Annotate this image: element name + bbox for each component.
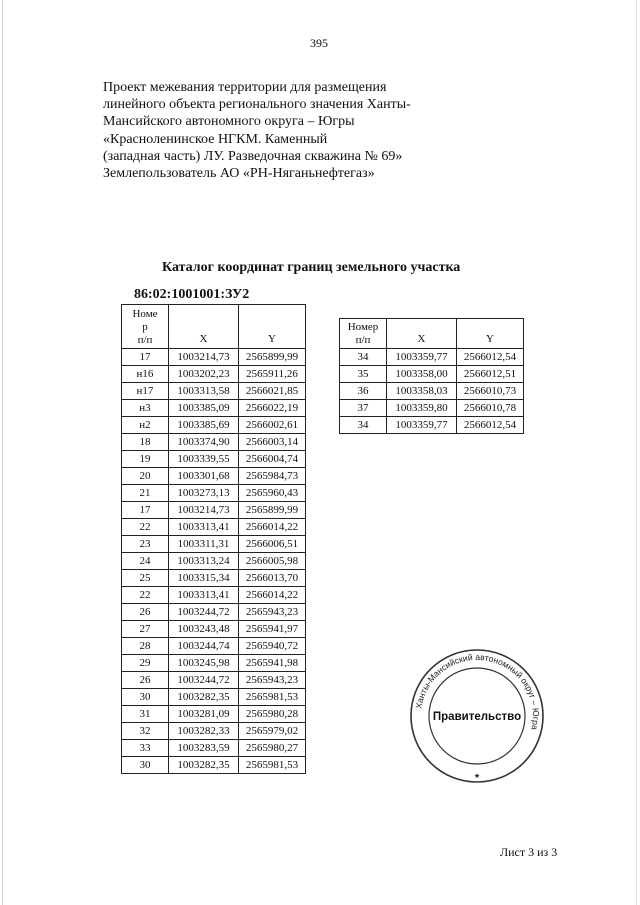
- cell-x: 1003282,33: [169, 723, 239, 740]
- table-row: [122, 740, 306, 757]
- cell-y: 2565911,26: [239, 366, 306, 383]
- cell-x: 1003313,41: [169, 519, 239, 536]
- cell-y: 2566010,78: [457, 400, 524, 417]
- header-y: Y: [239, 305, 306, 349]
- table-row: [122, 587, 306, 604]
- cell-x: 1003313,24: [169, 553, 239, 570]
- cell-x: 1003214,73: [169, 502, 239, 519]
- header-point-number-line: Номе: [132, 308, 158, 320]
- table-row: [122, 757, 306, 774]
- table-header-row: [340, 319, 524, 349]
- table-row: [122, 536, 306, 553]
- cell-x: 1003244,74: [169, 638, 239, 655]
- cell-x: 1003243,48: [169, 621, 239, 638]
- table-row: [122, 502, 306, 519]
- cell-y: 2565980,28: [239, 706, 306, 723]
- table-row: [122, 349, 306, 366]
- table-row: [340, 366, 524, 383]
- table-row: [122, 638, 306, 655]
- cell-y: 2566004,74: [239, 451, 306, 468]
- cell-y: 2566005,98: [239, 553, 306, 570]
- seal-star: ★: [473, 772, 481, 780]
- table-row: [122, 706, 306, 723]
- cell-x: 1003273,13: [169, 485, 239, 502]
- cell-point-number: 22: [122, 587, 169, 604]
- table-row: [122, 672, 306, 689]
- table-row: [122, 655, 306, 672]
- cell-y: 2566014,22: [239, 587, 306, 604]
- cell-point-number: 23: [122, 536, 169, 553]
- cell-x: 1003283,59: [169, 740, 239, 757]
- cell-point-number: 22: [122, 519, 169, 536]
- header-line: Мансийского автономного округа – Югры: [103, 114, 355, 130]
- page-number: 395: [310, 36, 328, 50]
- cell-point-number: 24: [122, 553, 169, 570]
- cell-x: 1003245,98: [169, 655, 239, 672]
- table-row: [122, 485, 306, 502]
- cell-y: 2566021,85: [239, 383, 306, 400]
- cell-point-number: 17: [122, 502, 169, 519]
- header-line: Землепользователь АО «РН-Няганьнефтегаз»: [103, 166, 375, 182]
- parcel-id: 86:02:1001001:ЗУ2: [134, 287, 250, 302]
- header-line: «Красноленинское НГКМ. Каменный: [103, 131, 328, 147]
- cell-x: 1003359,77: [387, 417, 457, 434]
- cell-x: 1003282,35: [169, 757, 239, 774]
- cell-y: 2566014,22: [239, 519, 306, 536]
- cell-point-number: 32: [122, 723, 169, 740]
- cell-x: 1003313,58: [169, 383, 239, 400]
- cell-point-number: 28: [122, 638, 169, 655]
- cell-point-number: н2: [122, 417, 169, 434]
- cell-point-number: н17: [122, 383, 169, 400]
- header-point-number-line: Номер: [347, 321, 379, 333]
- cell-y: 2565941,97: [239, 621, 306, 638]
- cell-point-number: н3: [122, 400, 169, 417]
- cell-y: 2566012,54: [457, 417, 524, 434]
- cell-point-number: 30: [122, 689, 169, 706]
- header-x: X: [387, 319, 457, 349]
- header-y: Y: [457, 319, 524, 349]
- scan-edge-left: [2, 0, 3, 905]
- cell-x: 1003214,73: [169, 349, 239, 366]
- cell-x: 1003282,35: [169, 689, 239, 706]
- cell-point-number: 17: [122, 349, 169, 366]
- cell-x: 1003301,68: [169, 468, 239, 485]
- header-x: X: [169, 305, 239, 349]
- cell-point-number: 34: [340, 349, 387, 366]
- header-line: Проект межевания территории для размещения: [103, 80, 387, 95]
- cell-x: 1003374,90: [169, 434, 239, 451]
- table-row: [122, 553, 306, 570]
- cell-point-number: 33: [122, 740, 169, 757]
- cell-y: 2565980,27: [239, 740, 306, 757]
- table-row: [122, 400, 306, 417]
- table-row: [340, 417, 524, 434]
- cell-y: 2565984,73: [239, 468, 306, 485]
- table-row: [122, 434, 306, 451]
- table-row: [122, 383, 306, 400]
- catalog-title: Каталог координат границ земельного участка: [162, 260, 461, 275]
- table-row: [122, 621, 306, 638]
- cell-point-number: 36: [340, 383, 387, 400]
- table-row: [340, 349, 524, 366]
- cell-y: 2566012,54: [457, 349, 524, 366]
- cell-y: 2566012,51: [457, 366, 524, 383]
- header-point-number: [122, 305, 169, 349]
- seal-center-text: Правительство: [432, 711, 522, 723]
- cell-point-number: 25: [122, 570, 169, 587]
- cell-y: 2566013,70: [239, 570, 306, 587]
- cell-y: 2565981,53: [239, 757, 306, 774]
- sheet-counter: Лист 3 из 3: [500, 845, 558, 859]
- table-row: [122, 468, 306, 485]
- table-row: [122, 417, 306, 434]
- header-line: линейного объекта регионального значения Ханты-: [103, 97, 411, 113]
- cell-point-number: 37: [340, 400, 387, 417]
- cell-y: 2566022,19: [239, 400, 306, 417]
- cell-x: 1003358,00: [387, 366, 457, 383]
- cell-y: 2565943,23: [239, 604, 306, 621]
- cell-x: 1003359,77: [387, 349, 457, 366]
- cell-point-number: 18: [122, 434, 169, 451]
- cell-y: 2565899,99: [239, 349, 306, 366]
- cell-y: 2565960,43: [239, 485, 306, 502]
- cell-point-number: н16: [122, 366, 169, 383]
- cell-y: 2566003,14: [239, 434, 306, 451]
- table-row: [122, 689, 306, 706]
- cell-x: 1003202,23: [169, 366, 239, 383]
- cell-point-number: 27: [122, 621, 169, 638]
- cell-point-number: 19: [122, 451, 169, 468]
- table-header-row: [122, 305, 306, 349]
- cell-x: 1003359,80: [387, 400, 457, 417]
- header-line: (западная часть) ЛУ. Разведочная скважина № 69»: [103, 148, 403, 164]
- coordinates-table-secondary: [339, 318, 524, 434]
- header-point-number: [340, 319, 387, 349]
- cell-point-number: 29: [122, 655, 169, 672]
- header-point-number-line: п/п: [355, 334, 371, 346]
- cell-point-number: 31: [122, 706, 169, 723]
- cell-y: 2565979,02: [239, 723, 306, 740]
- cell-point-number: 30: [122, 757, 169, 774]
- table-row: [122, 570, 306, 587]
- cell-y: 2565943,23: [239, 672, 306, 689]
- cell-y: 2565940,72: [239, 638, 306, 655]
- table-row: [122, 519, 306, 536]
- cell-point-number: 20: [122, 468, 169, 485]
- cell-y: 2565899,99: [239, 502, 306, 519]
- cell-point-number: 26: [122, 604, 169, 621]
- cell-x: 1003339,55: [169, 451, 239, 468]
- table-row: [340, 400, 524, 417]
- cell-x: 1003315,34: [169, 570, 239, 587]
- cell-point-number: 26: [122, 672, 169, 689]
- cell-y: 2565941,98: [239, 655, 306, 672]
- header-point-number-line: п/п: [137, 334, 153, 346]
- scan-edge-right: [636, 0, 637, 905]
- official-seal-stamp: [407, 646, 547, 786]
- cell-x: 1003281,09: [169, 706, 239, 723]
- cell-y: 2566002,61: [239, 417, 306, 434]
- seal-ring-text: Ханты-Мансийский автономный округ – Югра: [413, 651, 542, 731]
- cell-x: 1003358,03: [387, 383, 457, 400]
- cell-y: 2565981,53: [239, 689, 306, 706]
- cell-y: 2566006,51: [239, 536, 306, 553]
- cell-point-number: 35: [340, 366, 387, 383]
- document-header: [103, 79, 463, 182]
- table-row: [122, 366, 306, 383]
- cell-point-number: 21: [122, 485, 169, 502]
- cell-y: 2566010,73: [457, 383, 524, 400]
- cell-x: 1003244,72: [169, 604, 239, 621]
- cell-x: 1003311,31: [169, 536, 239, 553]
- cell-x: 1003313,41: [169, 587, 239, 604]
- cell-point-number: 34: [340, 417, 387, 434]
- table-row: [122, 604, 306, 621]
- header-point-number-line: р: [142, 321, 148, 333]
- cell-x: 1003385,09: [169, 400, 239, 417]
- coordinates-table-main: [121, 304, 306, 774]
- cell-x: 1003385,69: [169, 417, 239, 434]
- cell-x: 1003244,72: [169, 672, 239, 689]
- table-row: [122, 723, 306, 740]
- table-row: [122, 451, 306, 468]
- table-row: [340, 383, 524, 400]
